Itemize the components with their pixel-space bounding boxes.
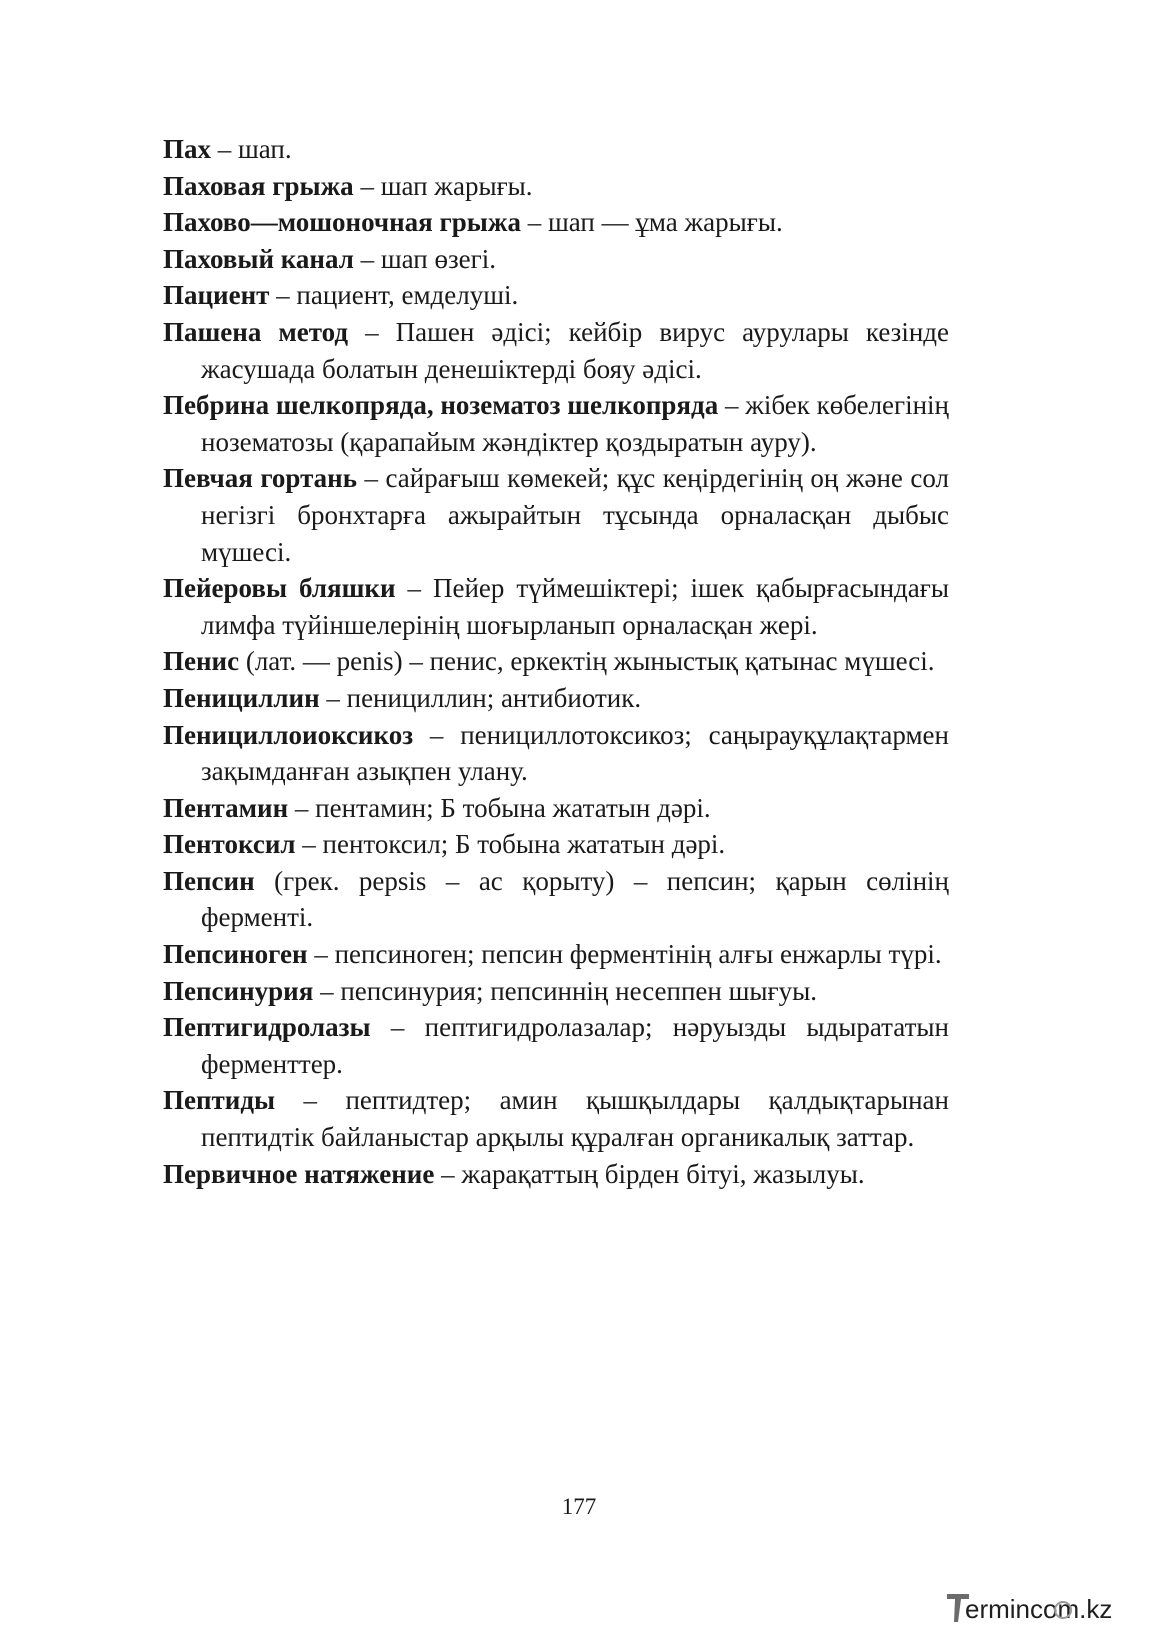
entry-term: Пахово—мошоночная грыжа [163, 207, 521, 238]
entry-term: Пах [163, 134, 212, 164]
entry-definition: – пенициллотоксикоз; саңырауқұлақтармен зақымданған азықпен улану. [201, 719, 949, 787]
entry-definition: (грек. pepsis – ас қорыту) – пепсин; қарын сөлінің ферменті. [201, 865, 949, 933]
termincom-logo [945, 1588, 1145, 1628]
entry-term: Пациент [163, 280, 270, 311]
dictionary-entry [163, 826, 949, 863]
entry-term: Пентамин [163, 792, 289, 823]
dictionary-entry [163, 936, 949, 973]
entry-definition: – пептигидролазалар; нәруызды ыдырататын ферменттер. [201, 1012, 949, 1079]
entry-definition: – пациент, емделуші. [269, 280, 519, 311]
entry-term: Пептиды [163, 1085, 276, 1116]
entry-definition: (лат. — penis) – пенис, еркектің жыныстық қатынас мүшесі. [239, 646, 935, 677]
entry-term: Первичное натяжение [163, 1158, 435, 1189]
entry-definition: – пептидтер; амин қышқылдары қалдықтарынан пептидтік байланыстар арқылы құралған органикалық заттар. [201, 1085, 949, 1153]
dictionary-entry [163, 717, 949, 790]
entry-list [163, 131, 949, 1192]
entry-term: Пенициллин [163, 682, 320, 713]
dictionary-entry [163, 1082, 949, 1155]
dictionary-entry [163, 1009, 949, 1082]
dictionary-entry [163, 387, 949, 460]
entry-term: Пептигидролазы [163, 1012, 371, 1043]
dictionary-entry [163, 131, 949, 168]
entry-definition: – пепсиноген; пепсин ферментінің алғы енжарлы түрі. [307, 939, 942, 970]
entry-definition: – пентоксил; Б тобына жататын дәрі. [295, 829, 726, 860]
entry-definition: – шап. [211, 134, 292, 164]
entry-definition: – пентамин; Б тобына жататын дәрі. [288, 792, 711, 823]
entry-definition: – пепсинурия; пепсиннің несеппен шығуы. [313, 975, 818, 1006]
entry-definition: – Пейер түймешіктері; ішек қабырғасындағы лимфа түйіншелерінің шоғырланып орналасқан жері. [201, 573, 949, 640]
entry-term: Пейеровы бляшки [163, 573, 396, 604]
svg-text:ermincom.kz: ermincom.kz [965, 1594, 1113, 1624]
entry-term: Пенициллоиоксикоз [163, 719, 414, 750]
entry-term: Пентоксил [163, 829, 296, 860]
dictionary-entry [163, 277, 949, 314]
entry-definition: – жарақаттың бірден бітуі, жазылуы. [434, 1158, 865, 1189]
page-number: 177 [561, 1494, 597, 1519]
entry-term: Пепсиноген [163, 939, 308, 970]
dictionary-entry [163, 973, 949, 1010]
entry-definition: – пенициллин; антибиотик. [319, 682, 642, 713]
entry-definition: – сайрағыш көмекей; құс кеңірдегінің оң және сол негізгі бронхтарға ажырайтын тұсында орналасқан дыбыс мүшесі. [201, 463, 949, 567]
dictionary-entry [163, 643, 949, 680]
dictionary-entry [163, 168, 949, 205]
entry-definition: – жібек көбелегінің нозематозы (қарапайым жәндіктер қоздыратын ауру). [201, 390, 950, 457]
dictionary-entry [163, 204, 949, 241]
entry-term: Паховый канал [163, 243, 354, 274]
entry-definition: – шап — ұма жарығы. [520, 207, 783, 238]
entry-term: Пашена метод [163, 316, 349, 347]
dictionary-entry [163, 790, 949, 827]
dictionary-entry [163, 241, 949, 278]
entry-term: Пенис [163, 646, 240, 677]
dictionary-entry [163, 570, 949, 643]
entry-term: Паховая грыжа [163, 170, 354, 201]
entry-term: Пебрина шелкопряда, нозематоз шелкопряда [163, 390, 719, 421]
entry-definition: – шап жарығы. [353, 170, 533, 201]
dictionary-entry [163, 314, 949, 387]
dictionary-entry [163, 680, 949, 717]
dictionary-entry [163, 1156, 949, 1193]
entry-definition: – шап өзегі. [353, 243, 496, 274]
entry-term: Пепсинурия [163, 975, 314, 1006]
entry-term: Певчая гортань [163, 463, 358, 494]
entry-definition: – Пашен әдісі; кейбір вирус аурулары кезінде жасушада болатын денешіктерді бояу әдісі. [201, 316, 949, 384]
entry-term: Пепсин [163, 865, 255, 896]
dictionary-entry [163, 460, 949, 570]
dictionary-entry [163, 863, 949, 936]
